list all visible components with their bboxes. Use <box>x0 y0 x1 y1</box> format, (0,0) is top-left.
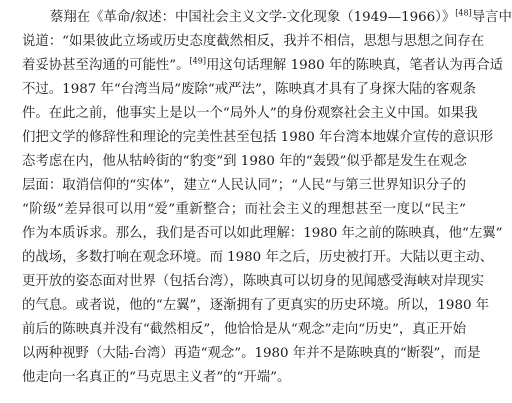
paragraph-line: 他走向一名真正的“马克思主义者”的“开端”。 <box>22 370 291 385</box>
paragraph-line: 以两种视野（大陆-台湾）再造“观念”。1980 年并不是陈映真的“断裂”，而是 <box>22 346 481 361</box>
paragraph-line: 层面：取消信仰的“实体”，建立“人民认同”；“人民”与第三世界知识分子的 <box>22 178 466 193</box>
paragraph-line: 不过。1987 年“台湾当局”废除“戒严法”，陈映真才具有了身探大陆的客观条 <box>22 82 477 97</box>
paragraph-line: 着妥协甚至沟通的可能性”。[49]用这句话理解 1980 年的陈映真，笔者认为再合适 <box>22 56 503 73</box>
paragraph-line: 作为本质诉求。那么，我们是否可以如此理解：1980 年之前的陈映真，他“左翼” <box>22 226 503 241</box>
paragraph-line: 说道：“如果彼此立场或历史态度截然相反，我并不相信，思想与思想之间存在 <box>22 34 485 49</box>
paragraph-line: 的战场，多数打响在观念环境。而 1980 年之后，历史被打开。大陆以更主动、 <box>22 250 494 265</box>
paragraph-line: 蔡翔在《革命/叙述：中国社会主义文学-文化现象（1949—1966）》[48]导言中 <box>50 8 512 25</box>
paragraph-line: 的气息。或者说，他的“左翼”，逐渐拥有了更真实的历史环境。所以，1980 年 <box>22 298 490 313</box>
paragraph-line: 态考虑在内，他从牯岭街的“豹变”到 1980 年的“轰毁”似乎都是发生在观念 <box>22 154 467 169</box>
footnote-marker: [48] <box>455 8 472 18</box>
footnote-marker: [49] <box>189 56 206 66</box>
paragraph-line: 们把文学的修辞性和理论的完美性甚至包括 1980 年台湾本地媒介宣传的意识形 <box>22 130 494 145</box>
paragraph-line: 前后的陈映真并没有“截然相反”，他恰恰是从“观念”走向“历史”，真正开始 <box>22 322 466 337</box>
paragraph-line: “阶级”差异很可以用“爱”重新整合；而社会主义的理想甚至一度以“民主” <box>22 202 466 217</box>
paragraph-line: 件。在此之前，他事实上是以一个“局外人”的身份观察社会主义中国。如果我 <box>22 106 478 121</box>
paragraph-line: 更开放的姿态面对世界（包括台湾），陈映真可以切身的见闻感受海峡对岸现实 <box>22 274 484 289</box>
